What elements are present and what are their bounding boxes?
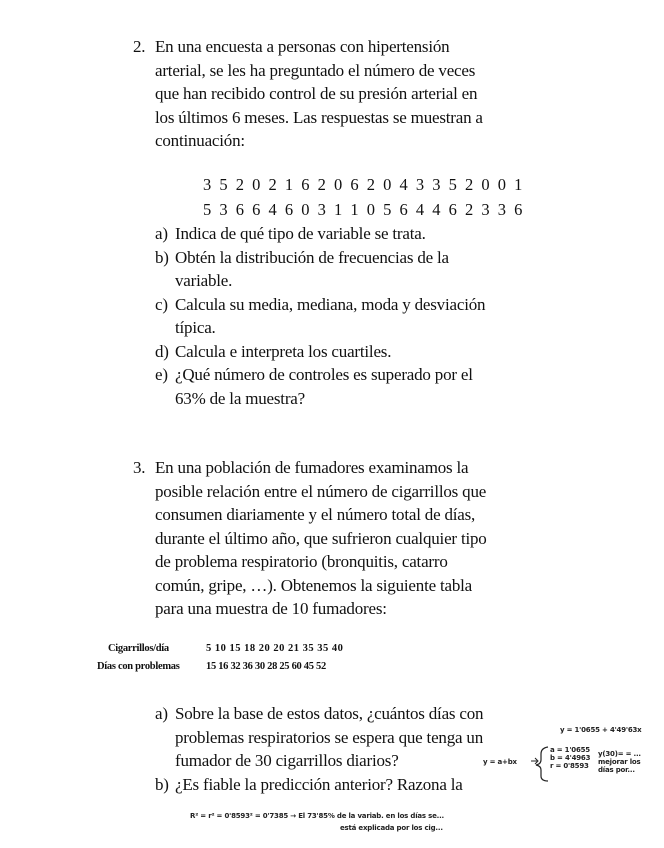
problem-3-number: 3.: [133, 458, 146, 477]
item-e-cont: 63% de la muestra?: [175, 388, 305, 408]
statement-line: durante el último año, que sufrieron cualquier tipo: [155, 528, 487, 548]
table-row-values: 15 16 32 36 30 28 25 60 45 52: [206, 661, 326, 672]
statement-line: consumen diariamente y el número total de días,: [155, 505, 476, 524]
item-d: d) Calcula e interpreta los cuartiles.: [155, 341, 392, 361]
item-a: a) Indica de qué tipo de variable se trata.: [155, 224, 426, 243]
data-row-2: 5 3 6 6 4 6 0 3 1 1 0 5 6 4 4 6 2 3 3 6: [203, 200, 525, 219]
item-a-cont: problemas respiratorios se espera que tenga un: [175, 727, 484, 747]
handwritten-explanation: está explicada por los cig...: [340, 824, 443, 832]
handwritten-r-squared: R² = r² = 0'8593² = 0'7385 → El 73'85% de la variab. en los días se...: [190, 812, 445, 820]
data-row-1: 3 5 2 0 2 1 6 2 0 6 2 0 4 3 3 5 2 0 0 1: [203, 175, 525, 194]
item-b: b) Obtén la distribución de frecuencias de la: [155, 247, 449, 267]
statement-line: común, gripe, …). Obtenemos la siguiente tabla: [155, 575, 473, 595]
statement-line: que han recibido control de su presión arterial en: [155, 84, 478, 103]
table-row-values: 5 10 15 18 20 20 21 35 35 40: [206, 643, 344, 654]
problem-2-number: 2.: [133, 37, 146, 56]
item-a: a) Sobre la base de estos datos, ¿cuántos días con: [155, 704, 484, 723]
table-row-label: Días con problemas: [97, 661, 180, 672]
handwritten-side-note: y(30)= = ... mejorar los días por...: [598, 750, 641, 774]
item-c: c) Calcula su media, mediana, moda y desviación: [155, 294, 486, 314]
statement-line: de problema respiratorio (bronquitis, catarro: [155, 552, 448, 571]
statement-line: continuación:: [155, 131, 245, 150]
statement-line: En una población de fumadores examinamos la: [155, 458, 469, 477]
handwritten-coefficients: a = 1'0655 b = 4'4963 r = 0'8593: [550, 746, 591, 770]
item-a-cont: fumador de 30 cigarrillos diarios?: [175, 751, 399, 770]
handwritten-equation: y = a+bx: [483, 758, 517, 766]
item-b: b) ¿Es fiable la predicción anterior? Razona la: [155, 774, 463, 794]
statement-line: arterial, se les ha preguntado el número de veces: [155, 60, 476, 80]
item-c-cont: típica.: [175, 318, 216, 337]
table-row-label: Cigarrillos/día: [108, 643, 169, 654]
statement-line: para una muestra de 10 fumadores:: [155, 599, 387, 618]
item-b-cont: variable.: [175, 271, 233, 290]
statement-line: posible relación entre el número de cigarrillos que: [155, 481, 487, 501]
statement-line: En una encuesta a personas con hipertensión: [155, 37, 450, 56]
item-e: e) ¿Qué número de controles es superado por el: [155, 365, 473, 384]
handwritten-regression-line: y = 1'0655 + 4'49'63x: [560, 726, 642, 734]
statement-line: los últimos 6 meses. Las respuestas se muestran a: [155, 107, 483, 127]
